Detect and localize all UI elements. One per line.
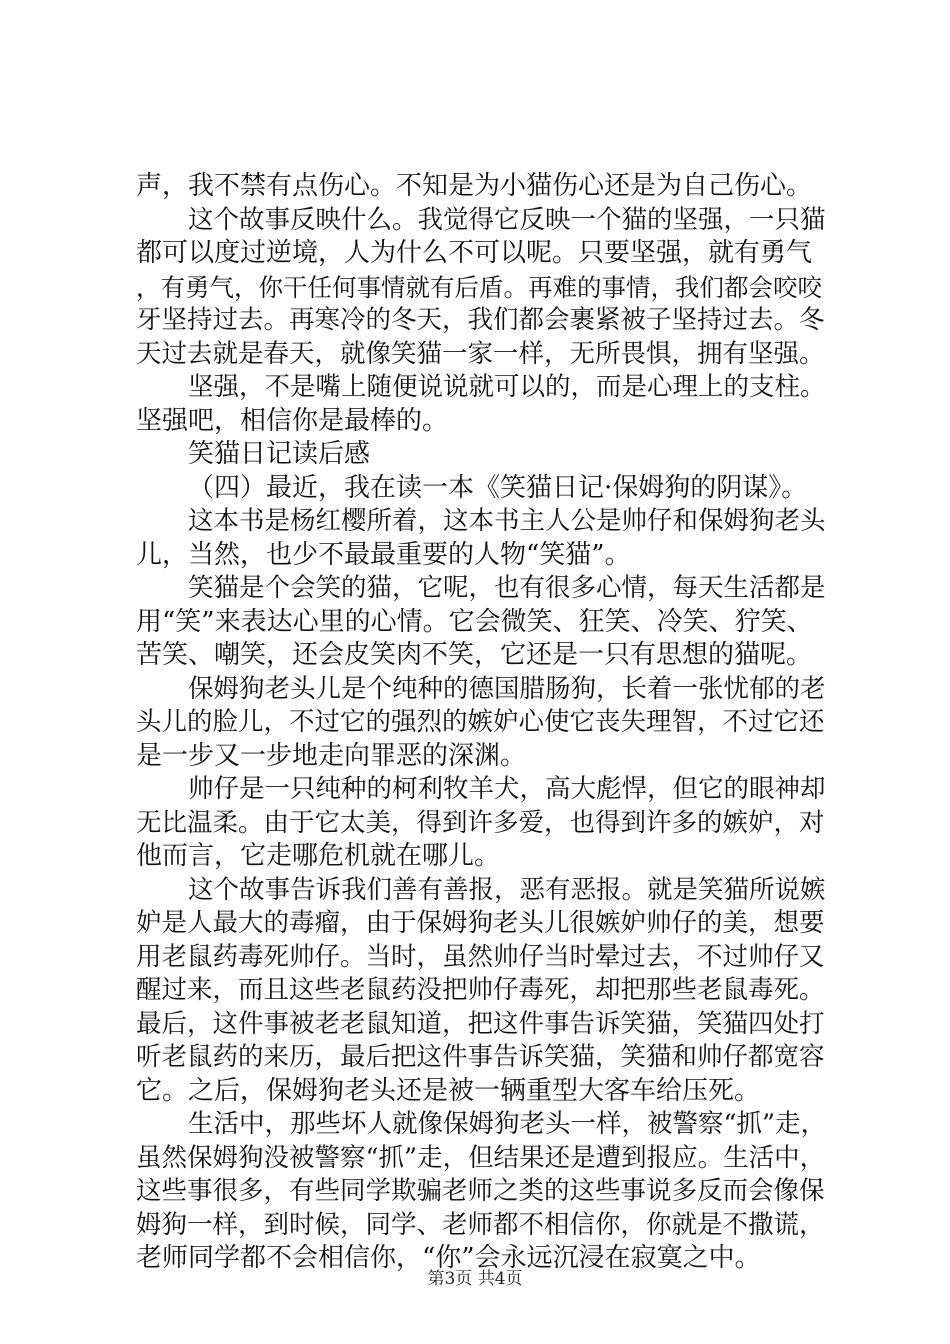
text-line: 妒是人最大的毒瘤，由于保姆狗老头儿很嫉妒帅仔的美，想要 — [136, 908, 825, 938]
text-line: 笑猫是个会笑的猫，它呢，也有很多心情，每天生活都是 — [188, 573, 826, 603]
text-line: 这个故事反映什么。我觉得它反映一个猫的坚强，一只猫 — [188, 204, 826, 235]
text-line: ，有勇气，你干任何事情就有后盾。再难的事情，我们都会咬咬 — [136, 272, 822, 302]
text-line: 无比温柔。由于它太美，得到许多爱，也得到许多的嫉妒，对 — [136, 807, 825, 838]
text-line: 坚强吧，相信你是最棒的。 — [136, 405, 449, 436]
text-line: 用“笑”来表达心里的心情。它会微笑、狂笑、冷笑、狞笑、 — [136, 606, 813, 637]
page-footer: 第3页 共4页 — [427, 1269, 523, 1289]
text-line: 最后，这件事被老老鼠知道，把这件事告诉笑猫，笑猫四处打 — [136, 1008, 825, 1039]
text-line: 姆狗一样，到时候，同学、老师都不相信你，你就是不撒谎， — [136, 1209, 825, 1240]
text-line: 这本书是杨红樱所着，这本书主人公是帅仔和保姆狗老头 — [188, 506, 826, 536]
text-line: 这个故事告诉我们善有善报，恶有恶报。就是笑猫所说嫉 — [188, 874, 826, 905]
text-line: 他而言，它走哪危机就在哪儿。 — [136, 841, 501, 871]
text-line: 笑猫日记读后感 — [188, 439, 371, 469]
text-line: 听老鼠药的来历，最后把这件事告诉笑猫，笑猫和帅仔都宽容 — [136, 1042, 825, 1072]
text-line: 生活中，那些坏人就像保姆狗老头一样，被警察“抓”走， — [188, 1109, 827, 1139]
text-line: 儿，当然，也少不最最重要的人物“笑猫”。 — [136, 539, 631, 570]
text-line: 坚强，不是嘴上随便说说就可以的，而是心理上的支柱。 — [188, 372, 826, 402]
text-line: 天过去就是春天，就像笑猫一家一样，无所畏惧，拥有坚强。 — [136, 338, 825, 369]
text-line: 是一步又一步地走向罪恶的深渊。 — [136, 740, 527, 771]
text-line: （四）最近，我在读一本《笑猫日记·保姆狗的阴谋》。 — [188, 472, 808, 503]
text-line: 这些事很多，有些同学欺骗老师之类的这些事说多反而会像保 — [136, 1176, 825, 1206]
text-line: 苦笑、嘲笑，还会皮笑肉不笑，它还是一只有思想的猫呢。 — [136, 640, 813, 670]
text-line: 头儿的脸儿，不过它的强烈的嫉妒心使它丧失理智，不过它还 — [136, 707, 825, 737]
body-text — [136, 170, 832, 1276]
text-line: 保姆狗老头儿是个纯种的德国腊肠狗，长着一张忧郁的老 — [188, 673, 826, 704]
text-line: 醒过来，而且这些老鼠药没把帅仔毒死，却把那些老鼠毒死。 — [136, 975, 825, 1005]
text-line: 帅仔是一只纯种的柯利牧羊犬，高大彪悍，但它的眼神却 — [188, 774, 826, 804]
text-line: 牙坚持过去。再寒冷的冬天，我们都会裹紧被子坚持过去。冬 — [136, 305, 825, 335]
text-line: 都可以度过逆境，人为什么不可以呢。只要坚强，就有勇气 — [136, 238, 813, 268]
text-line: 声，我不禁有点伤心。不知是为小猫伤心还是为自己伤心。 — [136, 171, 813, 201]
text-line: 它。之后，保姆狗老头还是被一辆重型大客车给压死。 — [136, 1075, 761, 1106]
text-line: 用老鼠药毒死帅仔。当时，虽然帅仔当时晕过去，不过帅仔又 — [136, 941, 825, 972]
text-line: 老师同学都不会相信你，“你”会永远沉浸在寂寞之中。 — [136, 1243, 761, 1273]
text-line: 虽然保姆狗没被警察“抓”走，但结果还是遭到报应。生活中， — [136, 1142, 826, 1173]
